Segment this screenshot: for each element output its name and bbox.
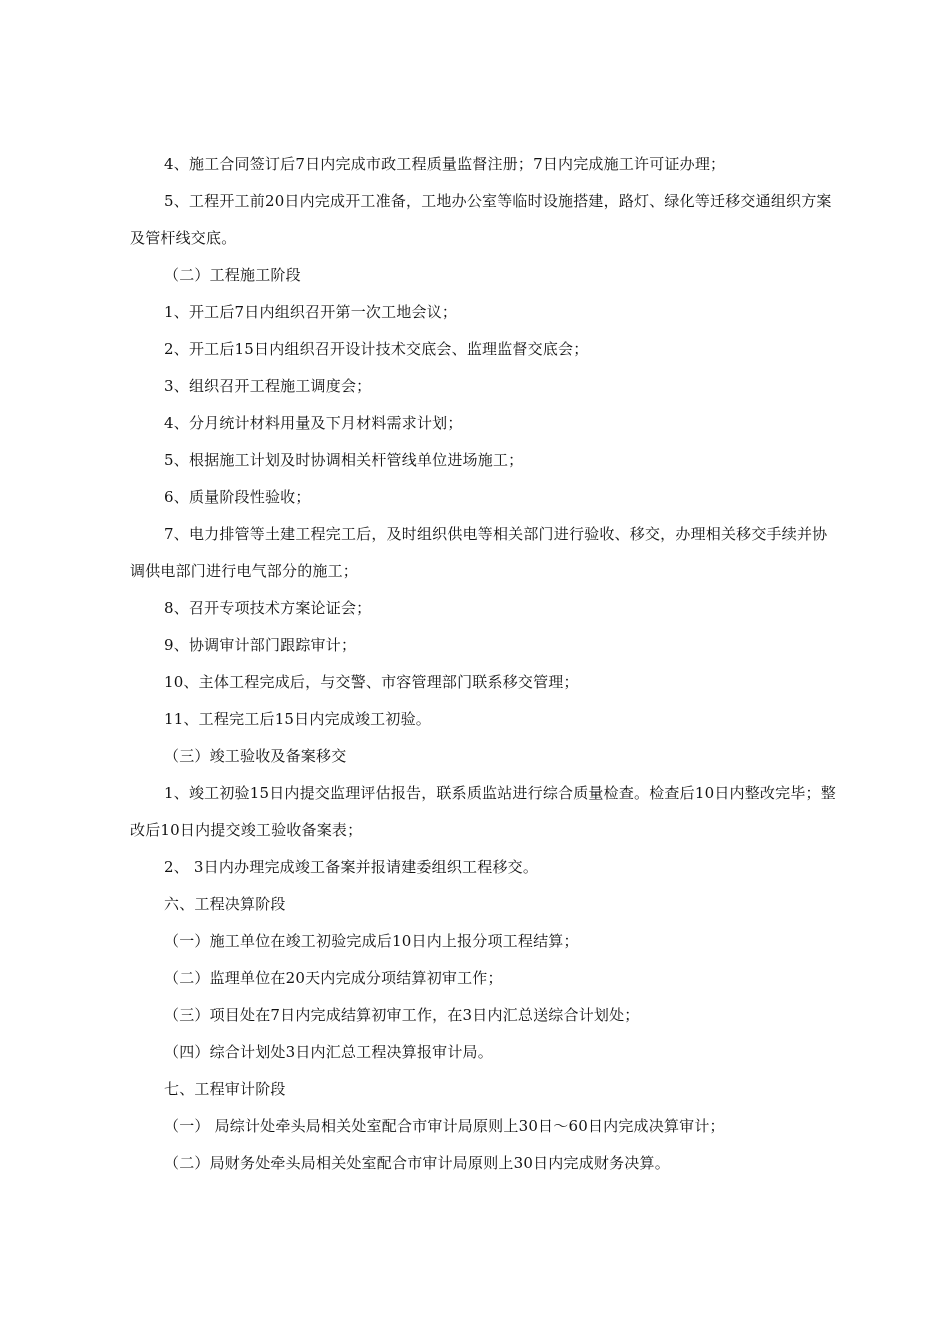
paragraph-accounts-4: （四）综合计划处3日内汇总工程决算报审计局。: [164, 1043, 493, 1061]
paragraph-construction-3: 3、组织召开工程施工调度会；: [164, 377, 372, 395]
paragraph-acceptance-2: 2、 3日内办理完成竣工备案并报请建委组织工程移交。: [164, 858, 539, 876]
paragraph-audit-2: （二）局财务处牵头局相关处室配合市审计局原则上30日内完成财务决算。: [164, 1154, 670, 1172]
paragraph-acceptance-1: 1、竣工初验15日内提交监理评估报告，联系质监站进行综合质量检查。检查后10日内整改完毕；整改后10日内提交竣工验收备案表；: [130, 784, 836, 839]
paragraph-construction-1: 1、开工后7日内组织召开第一次工地会议；: [164, 303, 458, 321]
paragraph-5-preparation: 5、工程开工前20日内完成开工准备，工地办公室等临时设施搭建，路灯、绿化等迁移交通组织方案及管杆线交底。: [130, 192, 832, 247]
paragraph-construction-9: 9、协调审计部门跟踪审计；: [164, 636, 357, 654]
paragraph-construction-6: 6、质量阶段性验收；: [164, 488, 311, 506]
paragraph-accounts-3: （三）项目处在7日内完成结算初审工作，在3日内汇总送综合计划处；: [164, 1006, 640, 1024]
paragraph-construction-5: 5、根据施工计划及时协调相关杆管线单位进场施工；: [164, 451, 524, 469]
paragraph-construction-8: 8、召开专项技术方案论证会；: [164, 599, 372, 617]
section-audit: 七、工程审计阶段: [164, 1080, 286, 1098]
paragraph-audit-1: （一） 局综计处牵头局相关处室配合市审计局原则上30日～60日内完成决算审计；: [164, 1117, 725, 1135]
paragraph-construction-7: 7、电力排管等土建工程完工后，及时组织供电等相关部门进行验收、移交，办理相关移交手续并协调供电部门进行电气部分的施工；: [130, 525, 828, 580]
paragraph-4-contract: 4、施工合同签订后7日内完成市政工程质量监督注册；7日内完成施工许可证办理；: [164, 155, 726, 173]
paragraph-accounts-1: （一）施工单位在竣工初验完成后10日内上报分项工程结算；: [164, 932, 579, 950]
paragraph-construction-4: 4、分月统计材料用量及下月材料需求计划；: [164, 414, 463, 432]
paragraph-construction-10: 10、主体工程完成后，与交警、市容管理部门联系移交管理；: [164, 673, 579, 691]
section-construction-stage: （二）工程施工阶段: [164, 266, 301, 284]
paragraph-construction-2: 2、开工后15日内组织召开设计技术交底会、监理监督交底会；: [164, 340, 589, 358]
paragraph-accounts-2: （二）监理单位在20天内完成分项结算初审工作；: [164, 969, 503, 987]
paragraph-construction-11: 11、工程完工后15日内完成竣工初验。: [164, 710, 431, 728]
section-final-accounts: 六、工程决算阶段: [164, 895, 286, 913]
section-completion-acceptance: （三）竣工验收及备案移交: [164, 747, 347, 765]
document-body: [130, 146, 842, 1182]
